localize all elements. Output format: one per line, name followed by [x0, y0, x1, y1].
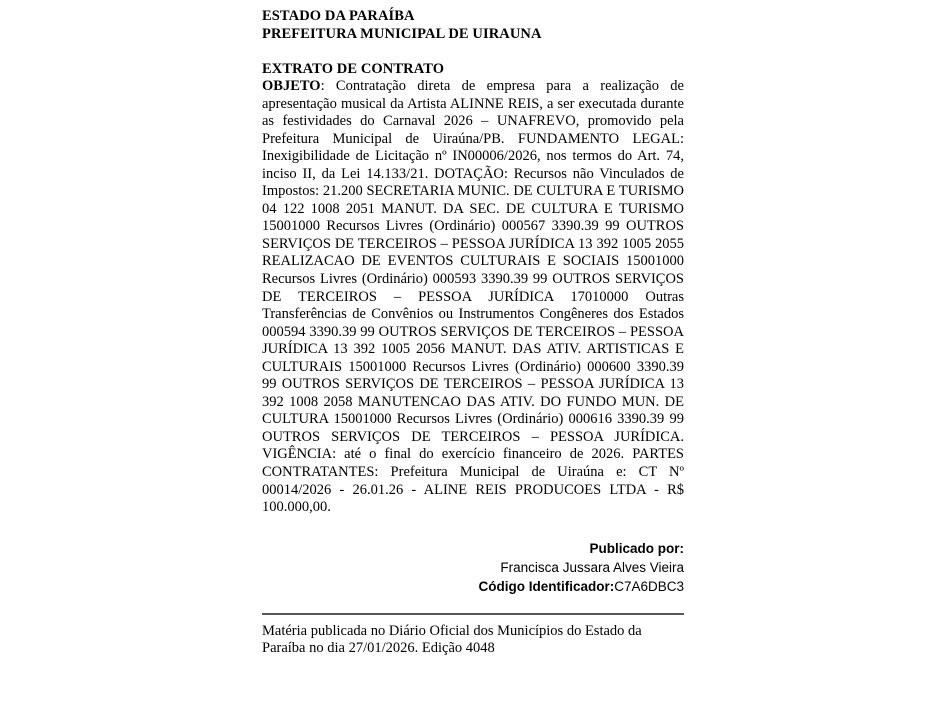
- footer-publication-note: Matéria publicada no Diário Oficial dos Municípios do Estado da Paraíba no dia 27/01/2026. Edição 4048: [262, 622, 642, 657]
- identifier-value: C7A6DBC3: [614, 578, 684, 594]
- header-spacer: [262, 43, 684, 61]
- identifier-line: [262, 577, 684, 596]
- municipality-name: PREFEITURA MUNICIPAL DE UIRAUNA: [262, 25, 542, 42]
- contract-body-paragraph: [262, 78, 684, 517]
- organization-header: [262, 8, 684, 43]
- published-by-label: Publicado por:: [589, 540, 684, 556]
- objeto-label: OBJETO: [262, 78, 321, 94]
- document-page: [262, 0, 684, 658]
- publisher-name: Francisca Jussara Alves Vieira: [500, 559, 684, 575]
- identifier-label: Código Identificador:: [478, 578, 615, 594]
- state-name: ESTADO DA PARAÍBA: [262, 8, 415, 24]
- footer-divider: [262, 613, 684, 615]
- objeto-text: : Contratação direta de empresa para a realização de apresentação musical da Artista ALINNE REIS, a ser executada durante as festividades do Carnaval 2026 – UNAFREVO, promovido pela Prefeitura Municipal de Uiraúna/PB. FUNDAMENTO LEGAL: Inexigibilidade de Licitação nº IN00006/2026, nos termos do Art. 74, inciso II, da Lei 14.133/21. DOTAÇÃO: Recursos não Vinculados de Impostos: 21.200 SECRETARIA MUNIC. DE CULTURA E TURISMO 04 122 1008 2051 MANUT. DA SEC. DE CULTURA E TURISMO 15001000 Recursos Livres (Ordinário) 000567 3390.39 99 OUTROS SERVIÇOS DE TERCEIROS – PESSOA JURÍDICA 13 392 1005 2055 REALIZACAO DE EVENTOS CULTURAIS E SOCIAIS 15001000 Recursos Livres (Ordinário) 000593 3390.39 99 OUTROS SERVIÇOS DE TERCEIROS – PESSOA JURÍDICA 17010000 Outras Transferências de Convênios ou Instrumentos Congêneres dos Estados 000594 3390.39 99 OUTROS SERVIÇOS DE TERCEIROS – PESSOA JURÍDICA 13 392 1005 2056 MANUT. DAS ATIV. ARTISTICAS E CULTURAIS 15001000 Recursos Livres (Ordinário) 000600 3390.39 99 OUTROS SERVIÇOS DE TERCEIROS – PESSOA JURÍDICA 13 392 1008 2058 MANUTENCAO DAS ATIV. DO FUNDO MUN. DE CULTURA 15001000 Recursos Livres (Ordinário) 000616 3390.39 99 OUTROS SERVIÇOS DE TERCEIROS – PESSOA JURÍDICA. VIGÊNCIA: até o final do exercício financeiro de 2026. PARTES CONTRATANTES: Prefeitura Municipal de Uiraúna e: CT Nº 00014/2026 - 26.01.26 - ALINE REIS PRODUCOES LTDA - R$ 100.000,00.: [262, 78, 684, 516]
- section-title: EXTRATO DE CONTRATO: [262, 60, 445, 77]
- publication-block: [262, 539, 684, 596]
